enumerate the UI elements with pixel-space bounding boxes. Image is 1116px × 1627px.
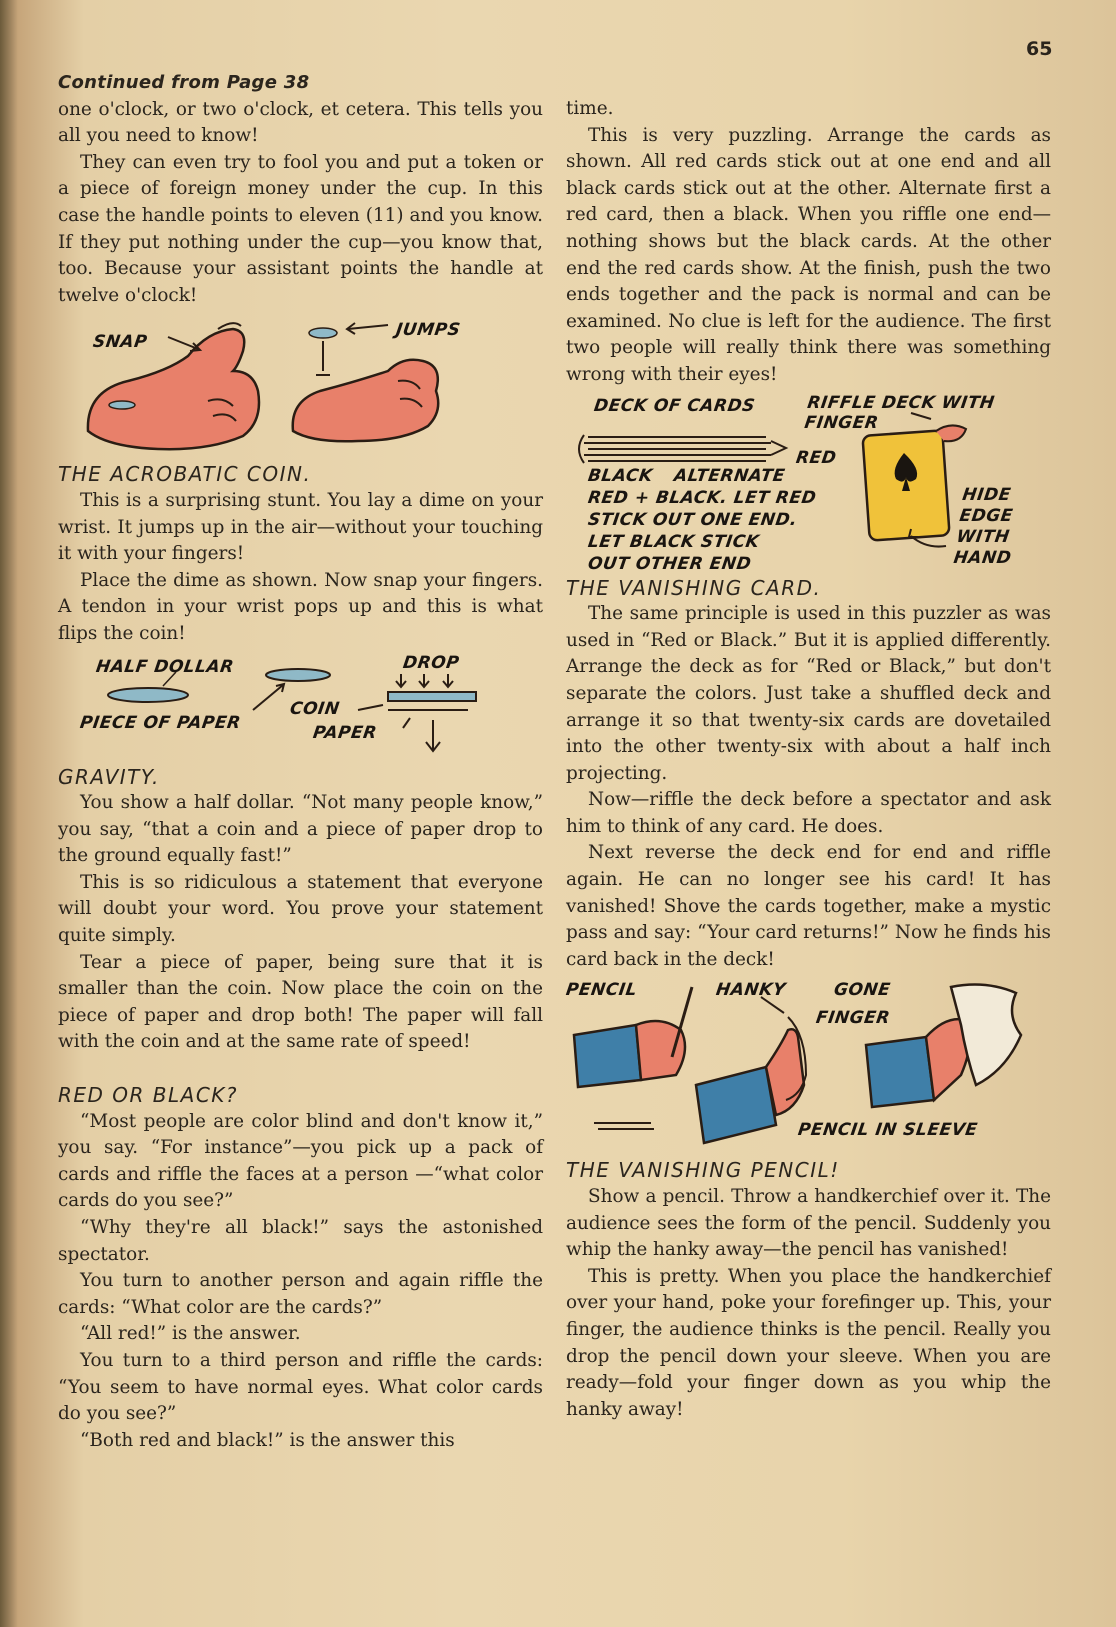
acrobatic-paragraph-1: This is a surprising stunt. You lay a dime on your wrist. It jumps up in the air—without your touching it with your fingers! — [58, 489, 543, 565]
finger-label: FINGER — [814, 1008, 892, 1029]
red-or-black-title: RED OR BLACK? — [58, 1083, 239, 1108]
jumps-label: JUMPS — [394, 320, 462, 341]
page-number: 65 — [1026, 38, 1053, 60]
gone-label: GONE — [832, 980, 892, 1001]
red-label: RED — [794, 447, 838, 468]
red-black-paragraph-2: “Why they're all black!” says the astonished spectator. — [58, 1217, 543, 1265]
black-label: BLACK — [586, 465, 655, 486]
instruction-line-1: RED + BLACK. LET RED — [586, 487, 818, 508]
instruction-line-3: LET BLACK STICK — [586, 531, 761, 552]
paper-label: PAPER — [311, 722, 379, 743]
coin-label: COIN — [288, 698, 341, 719]
red-black-paragraph-5: You turn to a third person and riffle the cards: “You seem to have normal eyes. What color cards do you see?” — [58, 1349, 543, 1425]
gravity-paragraph-3: Tear a piece of paper, being sure that it is smaller than the coin. Now place the coin on the piece of paper and drop both! The paper will fall with the coin and at the same rate of speed! — [58, 951, 543, 1053]
time-paragraph: time. — [566, 98, 614, 119]
half-dollar-label: HALF DOLLAR — [94, 656, 236, 677]
gravity-paragraph-2: This is so ridiculous a statement that everyone will doubt your word. You prove your statement quite simply. — [58, 871, 543, 947]
acrobatic-coin-title: THE ACROBATIC COIN. — [58, 462, 312, 487]
pencil-in-sleeve-label: PENCIL IN SLEEVE — [796, 1120, 979, 1141]
vanishing-card-paragraph-1: The same principle is used in this puzzler as was used in “Red or Black.” But it is applied differently. Arrange the deck as for “Red or Black,” but don't separate the colors. Just take a shuffled deck and arrange it so that twenty-six cards are dovetailed into the other twenty-six with about a half inch projecting. — [566, 603, 1051, 784]
deck-of-cards-label: DECK OF CARDS — [592, 395, 757, 416]
right-column — [566, 70, 1051, 1423]
red-black-paragraph-4: “All red!” is the answer. — [80, 1323, 301, 1345]
intro-paragraph-2: They can even try to fool you and put a token or a piece of foreign money under the cup. In this case the handle points to eleven (11) and you know. If they put nothing under the cup—you know that, too. Because your assistant points the handle at twelve o'clock! — [58, 151, 543, 306]
piece-of-paper-label: PIECE OF PAPER — [78, 712, 243, 733]
instruction-line-4: OUT OTHER END — [586, 553, 753, 574]
cards-illustration — [566, 391, 1051, 573]
alternate-label: ALTERNATE — [672, 465, 787, 486]
snap-label: SNAP — [91, 332, 149, 353]
vanishing-pencil-paragraph-1: Show a pencil. Throw a handkerchief over it. The audience sees the form of the pencil. Suddenly you whip the hanky away—the pencil has vanished! — [566, 1186, 1051, 1261]
instruction-line-2: STICK OUT ONE END. — [586, 509, 799, 530]
gravity-paragraph-1: You show a half dollar. “Not many people know,” you say, “that a coin and a piece of paper drop to the ground equally fast!” — [58, 792, 543, 867]
acrobatic-paragraph-2: Place the dime as shown. Now snap your fingers. A tendon in your wrist pops up and this is what flips the coin! — [58, 569, 543, 644]
vanishing-card-paragraph-3: Next reverse the deck end for end and riffle again. He can no longer see his card! It has vanished! Shove the cards together, make a mystic pass and say: “Your card returns!” Now he finds his card back in the deck! — [566, 842, 1051, 970]
red-black-paragraph-3: You turn to another person and again riffle the cards: “What color are the cards?” — [58, 1270, 543, 1318]
riffle-label: RIFFLE DECK WITH FINGER — [803, 392, 997, 433]
hide-edge-label: HIDE EDGE WITH HAND — [952, 484, 1015, 568]
pencil-illustration — [566, 975, 1051, 1155]
vanishing-pencil-paragraph-2: This is pretty. When you place the handkerchief over your hand, poke your forefinger up. This, your finger, the audience thinks is the pencil. Really you drop the pencil down your sleeve. When you are ready—fold your finger down as you whip the hanky away! — [566, 1265, 1051, 1420]
vanishing-card-paragraph-2: Now—riffle the deck before a spectator and ask him to think of any card. He does. — [566, 789, 1051, 837]
vanishing-card-title: THE VANISHING CARD. — [566, 575, 822, 600]
intro-paragraph-1: one o'clock, or two o'clock, et cetera. This tells you all you need to know! — [58, 98, 543, 147]
book-spine — [0, 0, 18, 1627]
gravity-title: GRAVITY. — [58, 764, 160, 789]
left-column — [58, 70, 543, 1454]
puzzling-paragraph: This is very puzzling. Arrange the cards as shown. All red cards stick out at one end and all black cards stick out at the other. Alternate first a red card, then a black. When you riffle one end—nothing shows but the black cards. At the other end the red cards show. At the finish, push the two ends together and the pack is normal and can be examined. No clue is left for the audience. The first two people will really think there was something wrong with their eyes! — [566, 124, 1051, 385]
vanishing-pencil-title: THE VANISHING PENCIL! — [566, 1158, 840, 1183]
gravity-illustration — [58, 650, 543, 762]
snap-illustration — [58, 311, 543, 459]
red-black-paragraph-1: “Most people are color blind and don't know it,” you say. “For instance”—you pick up a pack of cards and riffle the faces at a person —“what color cards do you see?” — [58, 1110, 543, 1212]
drop-label: DROP — [401, 652, 461, 673]
continued-note: Continued from Page 38 — [58, 72, 310, 93]
hanky-label: HANKY — [714, 980, 788, 1001]
pencil-label: PENCIL — [564, 980, 639, 1001]
red-black-paragraph-6: “Both red and black!” is the answer this — [80, 1429, 455, 1451]
